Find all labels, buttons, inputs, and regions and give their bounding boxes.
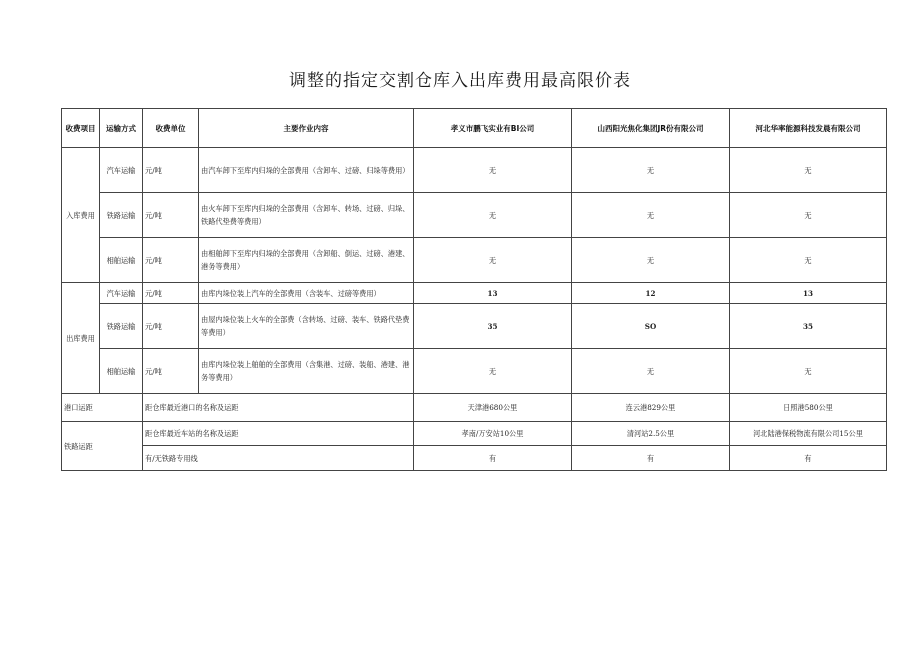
fee-unit: 元/吨 [143,193,199,238]
fee-unit: 元/吨 [143,283,199,304]
work-content: 由相舶卸下至库内归垛的全部费用（含卸船、倒运、过磅、港建、港务等费用） [201,249,410,271]
table-row [62,394,887,422]
work-content: 由汽车卸下至库内归垛的全部费用（含卸车、过磅、归垛等费用） [201,165,410,175]
header-transport: 运输方式 [100,109,143,148]
price-cell: 无 [730,238,887,283]
transport-mode: 相舶运输 [100,349,143,394]
price-cell: 无 [572,238,730,283]
distance-cell: 天津港680公里 [414,394,572,422]
header-row [62,109,887,148]
price-cell: 无 [414,148,572,193]
table-row [62,349,887,394]
fee-unit: 元/吨 [143,304,199,349]
price-cell: 35 [414,304,572,349]
rail-siding-desc: 有/无铁路专用线 [143,446,414,471]
header-content: 主要作业内容 [199,109,414,148]
price-cell: 13 [730,283,887,304]
table-row [62,193,887,238]
price-cell: 无 [414,238,572,283]
fee-unit: 元/吨 [143,349,199,394]
header-warehouse-1: 孝义市鹏飞实业有BI公司 [414,109,572,148]
rail-desc: 距仓库最近车站的名称及运距 [143,422,414,446]
siding-cell: 有 [730,446,887,471]
port-desc: 距仓库最近港口的名称及运距 [143,394,414,422]
work-content: 由库内垛位装上舶舶的全部费用（含集港、过磅、装船、港建、港务等费用） [201,360,410,382]
table-row [62,148,887,193]
price-table [61,108,887,471]
inbound-label: 入库费用 [62,148,100,283]
header-warehouse-2: 山西阳光焦化集团JR份有限公司 [572,109,730,148]
distance-cell: 清河站2.5公里 [572,422,730,446]
price-cell: 35 [730,304,887,349]
table-row [62,422,887,446]
header-fee-item: 收费项目 [62,109,100,148]
distance-cell: 日照港580公里 [730,394,887,422]
price-cell: SO [572,304,730,349]
price-cell: 13 [414,283,572,304]
page-title: 调整的指定交割仓库入出库费用最高限价表 [289,71,631,91]
transport-mode: 相舶运输 [100,238,143,283]
fee-unit: 元/吨 [143,238,199,283]
transport-mode: 汽车运输 [100,283,143,304]
price-cell: 无 [730,193,887,238]
price-cell: 无 [730,148,887,193]
header-unit: 收费单位 [143,109,199,148]
distance-cell: 连云港829公里 [572,394,730,422]
distance-cell: 孝南/万安站10公里 [414,422,572,446]
port-label: 港口运距 [62,394,143,422]
price-cell: 无 [572,193,730,238]
transport-mode: 铁路运输 [100,304,143,349]
fee-unit: 元/吨 [143,148,199,193]
transport-mode: 汽车运输 [100,148,143,193]
table-row [62,238,887,283]
transport-mode: 铁路运输 [100,193,143,238]
work-content: 由火车卸下至库内归垛的全部费用（含卸车、转场、过磅、归垛、铁路代垫费等费用） [201,204,410,226]
work-content: 由屋内垛位装上火车的全部费（含转场、过磅、装车、铁路代垫费等费用） [201,315,410,337]
table-row [62,446,887,471]
work-content: 由库内垛位装上汽车的全部费用（含装车、过磅等费用） [201,288,381,298]
header-warehouse-3: 河北华率能源科技发晨有限公司 [730,109,887,148]
siding-cell: 有 [414,446,572,471]
price-cell: 无 [414,193,572,238]
table-row [62,304,887,349]
rail-label: 铁路运距 [62,422,143,471]
table-row [62,283,887,304]
price-cell: 无 [730,349,887,394]
outbound-label: 出库费用 [62,283,100,394]
price-cell: 12 [572,283,730,304]
price-cell: 无 [572,349,730,394]
distance-cell: 河北陆港保税物流有限公司15公里 [730,422,887,446]
price-cell: 无 [414,349,572,394]
siding-cell: 有 [572,446,730,471]
price-cell: 无 [572,148,730,193]
